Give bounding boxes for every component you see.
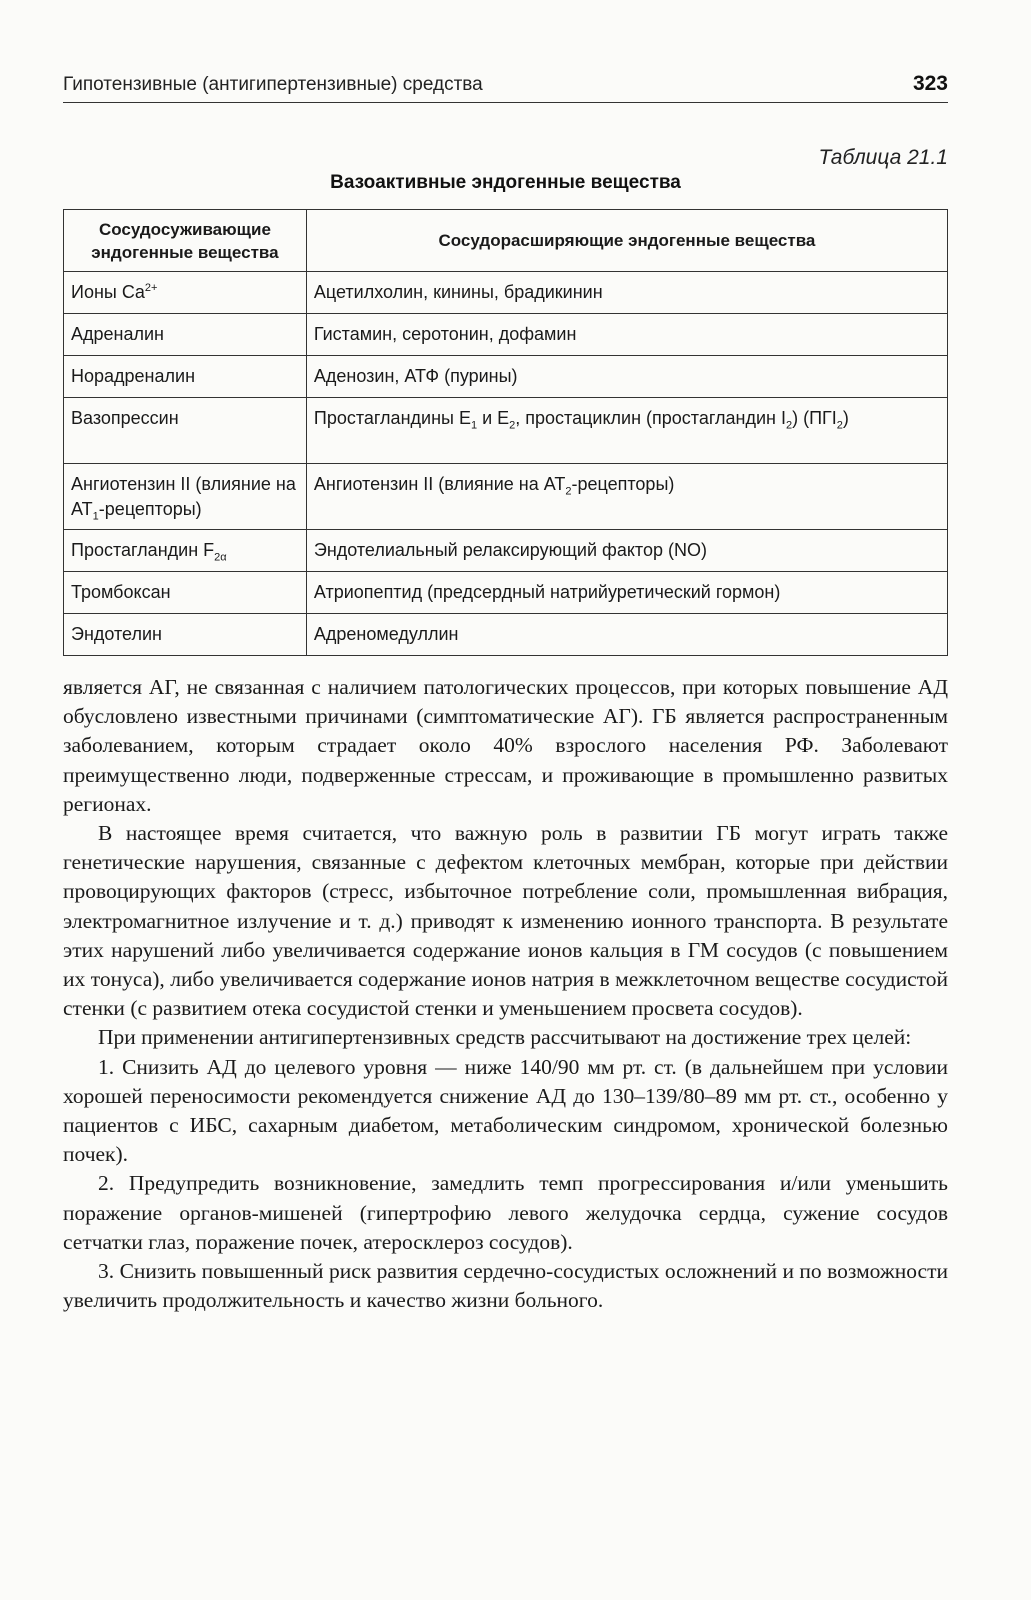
table-row <box>64 314 948 356</box>
table-row <box>64 530 948 572</box>
col-header-vasoconstrictors: Сосудосуживающие эндогенные вещества <box>64 210 307 272</box>
running-head <box>63 70 948 103</box>
table-row <box>64 614 948 656</box>
list-item: 1. Снизить АД до целевого уровня — ниже 140/90 мм рт. ст. (в дальнейшем при условии хорошей переносимости рекомендуется снижение АД до 130–139/80–89 мм рт. ст., особенно у пациентов с ИБС, сахарным диабетом, метаболическим синдромом, хронической болезнью почек). <box>63 1054 948 1167</box>
table-cell: Ионы $Ca^{2+}$ <box>64 272 307 314</box>
list-item: 2. Предупредить возникновение, замедлить темп прогрессирования и/или уменьшить поражение органов-мишеней (гипертрофию левого желудочка сердца, сужение сосудов сетчатки глаз, поражение почек, атеросклероз сосудов). <box>63 1171 948 1254</box>
table-cell: Эндотелин <box>64 614 307 656</box>
table-label: Таблица 21.1 <box>818 146 948 169</box>
table-cell: Простагландины $E_1$ и $E_2$, простациклин (простагландин $I_2$) $(ПГI_2)$ <box>306 398 947 464</box>
page-number: 323 <box>912 72 948 95</box>
table-row <box>64 398 948 464</box>
col-header-vasodilators: Сосудорасширяющие эндогенные вещества <box>306 210 947 272</box>
table-cell: Ацетилхолин, кинины, брадикинин <box>306 272 947 314</box>
table-cell: Ангиотензин II (влияние на $AT_1-рецепторы$) <box>64 464 307 530</box>
paragraph: В настоящее время считается, что важную роль в развитии ГБ могут играть также генетические нарушения, связанные с дефектом клеточных мембран, которые при действии провоцирующих факторов (стресс, избыточное потребление соли, промышленная вибрация, электромагнитное излучение и т. д.) приводят к изменению ионного транспорта. В результате этих нарушений либо увеличивается содержание ионов кальция в ГМ сосудов (с повышением их тонуса), либо увеличивается содержание ионов натрия в межклеточном веществе сосудистой стенки (с развитием отека сосудистой стенки и уменьшением просвета сосудов). <box>63 821 948 1021</box>
running-title: Гипотензивные (антигипертензивные) средства <box>63 74 483 95</box>
table-cell: Адреналин <box>64 314 307 356</box>
table-header-row <box>64 210 948 272</box>
table-cell: Адреномедуллин <box>306 614 947 656</box>
table-title: Вазоактивные эндогенные вещества <box>330 172 681 193</box>
table-cell: Норадреналин <box>64 356 307 398</box>
body-text <box>63 673 948 1315</box>
paragraph: является АГ, не связанная с наличием патологических процессов, при которых повышение АД обусловлено известными причинами (симптоматические АГ). ГБ является распространенным заболеванием, которым страдает около 40% взрослого населения РФ. Заболевают преимущественно люди, подверженные стрессам, и проживающие в промышленно развитых регионах. <box>63 675 948 816</box>
table-row <box>64 272 948 314</box>
table-cell: Эндотелиальный релаксирующий фактор (NO) <box>306 530 947 572</box>
table-cell: Ангиотензин II (влияние на $AT_2-рецепторы$) <box>306 464 947 530</box>
table-cell: Вазопрессин <box>64 398 307 464</box>
table-cell: Атриопептид (предсердный натрийуретический гормон) <box>306 572 947 614</box>
table-cell: Тромбоксан <box>64 572 307 614</box>
list-item: 3. Снизить повышенный риск развития сердечно-сосудистых осложнений и по возможности увеличить продолжительность и качество жизни больного. <box>63 1259 948 1313</box>
table-cell: Аденозин, АТФ (пурины) <box>306 356 947 398</box>
table-row <box>64 464 948 530</box>
table-row <box>64 572 948 614</box>
substances-table <box>63 209 948 656</box>
paragraph: При применении антигипертензивных средств рассчитывают на достижение трех целей: <box>98 1025 912 1050</box>
table-cell: Простагландин $F_{2\alpha}$ <box>64 530 307 572</box>
table-row <box>64 356 948 398</box>
table-cell: Гистамин, серотонин, дофамин <box>306 314 947 356</box>
